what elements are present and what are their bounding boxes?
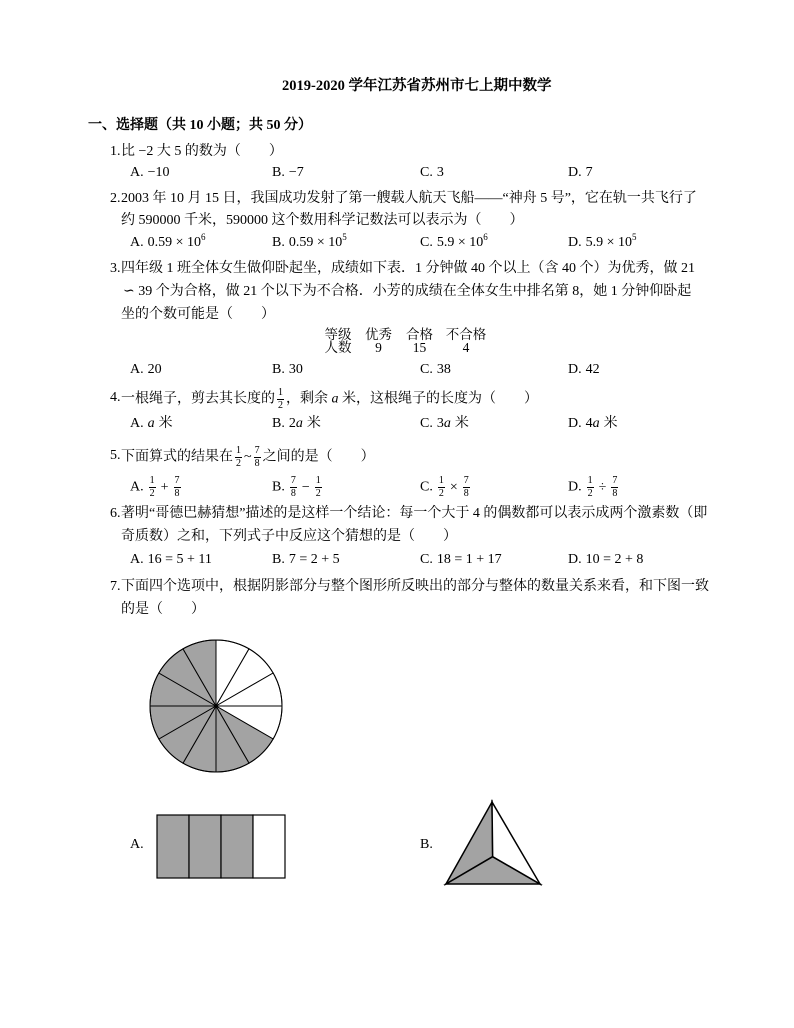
- option-label: D.: [568, 235, 582, 250]
- option-label: A.: [130, 416, 144, 431]
- option-a: [130, 550, 212, 570]
- option-label: C.: [420, 416, 433, 431]
- fraction-numerator: 1: [236, 445, 241, 456]
- grade-table: [318, 328, 492, 354]
- option-d: [568, 360, 600, 380]
- question-stem-line: 坐的个数可能是（ ）: [121, 307, 275, 322]
- option-d: [568, 233, 637, 253]
- option-coefficient: 4: [585, 416, 593, 431]
- question-stem-line: ∽ 39 个为合格，做 21 个以下为不合格．小芳的成绩在全体女生中排名第 8，她 1 分钟仰卧起: [123, 284, 692, 299]
- option-label: B.: [272, 165, 285, 180]
- fraction-numerator: 1: [278, 387, 283, 398]
- table-cell: 15: [412, 340, 427, 355]
- fraction-denominator: 2: [587, 488, 593, 499]
- option-b: [272, 360, 303, 380]
- fraction-denominator: 8: [174, 488, 180, 499]
- exponent: 5: [342, 232, 347, 242]
- fraction-denominator: 2: [278, 400, 283, 411]
- option-coefficient: 2: [288, 416, 296, 431]
- option-label: A.: [130, 235, 144, 250]
- fraction-denominator: 8: [612, 488, 618, 499]
- option-value: 16 = 5 + 11: [147, 552, 212, 567]
- option-b: [272, 476, 324, 499]
- figure-option-a-rectangle: [155, 813, 288, 881]
- option-label: A.: [130, 362, 144, 377]
- table-cell: 人数: [324, 340, 352, 355]
- question-stem: [121, 388, 538, 411]
- option-coefficient: 3: [436, 416, 444, 431]
- option-value: 5.9 × 10: [585, 235, 633, 250]
- option-label: B.: [272, 362, 285, 377]
- question-number: 4.: [110, 390, 121, 405]
- option-label: C.: [420, 362, 433, 377]
- table-cell: 9: [375, 340, 382, 355]
- figure-option-b-label: B.: [420, 837, 433, 852]
- table-cell: 4: [462, 340, 470, 355]
- option-value: −7: [288, 165, 304, 180]
- exponent: 6: [201, 232, 206, 242]
- option-value: 7 = 2 + 5: [288, 552, 340, 567]
- stem-text: 下面算式的结果在: [121, 449, 233, 465]
- table-header-cell: 合格: [406, 327, 433, 342]
- fraction-numerator: 7: [463, 475, 469, 486]
- fraction-denominator: 2: [315, 488, 321, 499]
- option-b: [272, 163, 304, 183]
- option-b: [272, 550, 340, 570]
- option-label: B.: [272, 479, 285, 495]
- option-unit: 米: [158, 416, 173, 431]
- option-a: [130, 233, 206, 253]
- variable: a: [443, 416, 451, 431]
- fraction: [315, 476, 322, 499]
- fraction-numerator: 1: [438, 475, 444, 486]
- option-d: [568, 476, 620, 499]
- fraction-numerator: 1: [315, 475, 321, 486]
- option-value: 42: [585, 362, 600, 377]
- option-value: 20: [147, 362, 162, 377]
- question-stem-line: 约 590000 千米，590000 这个数用科学记数法可以表示为（ ）: [121, 213, 524, 228]
- option-label: D.: [568, 362, 582, 377]
- fraction-numerator: 1: [587, 475, 593, 486]
- question-number: 2.: [110, 191, 121, 206]
- question-number: 6.: [110, 506, 121, 521]
- fraction-denominator: 8: [463, 488, 469, 499]
- rectangle-part-shaded: [157, 815, 189, 878]
- option-unit: 米: [603, 416, 618, 431]
- option-label: C.: [420, 552, 433, 567]
- operator: ÷: [598, 479, 607, 495]
- fraction: [174, 476, 181, 499]
- fraction: [463, 476, 470, 499]
- option-a: [130, 476, 183, 499]
- option-unit: 米: [454, 416, 469, 431]
- option-d: [568, 414, 618, 434]
- question-number: 7.: [110, 579, 121, 594]
- variable: a: [592, 416, 600, 431]
- fraction-denominator: 8: [254, 458, 260, 469]
- fraction-numerator: 7: [290, 475, 296, 486]
- option-d: [568, 550, 643, 570]
- option-a: [130, 360, 162, 380]
- option-label: D.: [568, 479, 582, 495]
- fraction: [587, 476, 594, 499]
- table-header-cell: 优秀: [365, 327, 392, 342]
- option-label: A.: [130, 165, 144, 180]
- option-value: 10 = 2 + 8: [585, 552, 644, 567]
- option-b: [272, 233, 347, 253]
- option-label: B.: [272, 235, 285, 250]
- option-d: [568, 163, 593, 183]
- table-header-cell: 不合格: [445, 327, 487, 342]
- question-number: 1.: [110, 144, 121, 159]
- option-label: D.: [568, 552, 582, 567]
- question-number: 5.: [110, 448, 121, 463]
- question-stem-line: 四年级 1 班全体女生做仰卧起坐，成绩如下表．1 分钟做 40 个以上（含 40 个）为优秀，做 21: [121, 261, 695, 276]
- question-stem: 比 −2 大 5 的数为（ ）: [121, 144, 283, 159]
- fraction-denominator: 2: [236, 458, 241, 469]
- operator: +: [160, 479, 169, 495]
- fraction-numerator: 7: [612, 475, 618, 486]
- option-a: [130, 163, 170, 183]
- stem-text: 米，这根绳子的长度为（ ）: [338, 391, 538, 407]
- option-label: D.: [568, 416, 582, 431]
- question-stem-line: 下面四个选项中，根据阴影部分与整个图形所反映出的部分与整体的数量关系来看，和下图一致: [121, 579, 709, 594]
- fraction: [254, 446, 261, 469]
- operator: −: [301, 479, 310, 495]
- question-stem-line: 奇质数）之和，下列式子中反应这个猜想的是（ ）: [121, 529, 457, 544]
- range-separator: ~: [244, 449, 252, 465]
- fraction: [290, 476, 297, 499]
- option-label: B.: [272, 552, 285, 567]
- rectangle-part-shaded: [221, 815, 253, 878]
- operator: ×: [449, 479, 458, 495]
- option-value: 30: [288, 362, 303, 377]
- option-c: [420, 360, 451, 380]
- option-value: 18 = 1 + 17: [436, 552, 502, 567]
- stem-text: 之间的是（ ）: [262, 449, 375, 465]
- figure-option-b-triangle: [440, 796, 546, 890]
- fraction-numerator: 7: [174, 475, 180, 486]
- option-c: [420, 233, 488, 253]
- option-c: [420, 476, 472, 499]
- question-number: 3.: [110, 261, 121, 276]
- option-value: 7: [585, 165, 593, 180]
- fraction-numerator: 1: [149, 475, 155, 486]
- option-c: [420, 163, 444, 183]
- fraction-numerator: 7: [254, 445, 260, 456]
- question-stem-line: 的是（ ）: [121, 602, 205, 617]
- option-value: 0.59 × 10: [288, 235, 343, 250]
- variable: a: [295, 416, 303, 431]
- question-stem: [121, 446, 375, 469]
- option-c: [420, 550, 502, 570]
- option-value: 38: [436, 362, 451, 377]
- option-a: [130, 414, 173, 434]
- option-value: 3: [436, 165, 444, 180]
- option-label: B.: [272, 416, 285, 431]
- question-stem-line: 2003 年 10 月 15 日，我国成功发射了第一艘载人航天飞船——“神舟 5 号”，它在轨一共飞行了: [121, 191, 697, 206]
- option-unit: 米: [306, 416, 321, 431]
- table-row: [318, 341, 492, 354]
- figure-shaded-circle: [140, 630, 292, 782]
- variable: a: [331, 391, 339, 407]
- option-label: D.: [568, 165, 582, 180]
- page-title: 2019-2020 学年江苏省苏州市七上期中数学: [282, 78, 552, 94]
- rectangle-part-blank: [253, 815, 285, 878]
- option-label: A.: [130, 479, 144, 495]
- option-c: [420, 414, 469, 434]
- exponent: 5: [632, 232, 637, 242]
- fraction-denominator: 8: [290, 488, 296, 499]
- option-value: 5.9 × 10: [436, 235, 484, 250]
- stem-text: 一根绳子，剪去其长度的: [121, 391, 275, 407]
- fraction: [438, 476, 445, 499]
- option-label: A.: [130, 552, 144, 567]
- stem-text: ，剩余: [286, 391, 332, 407]
- question-stem-line: 著明“哥德巴赫猜想”描述的是这样一个结论：每一个大于 4 的偶数都可以表示成两个激素数（即: [121, 506, 708, 521]
- fraction: [149, 476, 156, 499]
- rectangle-part-shaded: [189, 815, 221, 878]
- variable: a: [147, 416, 155, 431]
- fraction: [235, 446, 242, 469]
- option-label: C.: [420, 479, 433, 495]
- option-b: [272, 414, 321, 434]
- fraction-denominator: 2: [438, 488, 444, 499]
- fraction-denominator: 2: [149, 488, 155, 499]
- fraction: [277, 388, 284, 411]
- exponent: 6: [483, 232, 488, 242]
- table-header-cell: 等级: [324, 327, 352, 342]
- option-value: 0.59 × 10: [147, 235, 202, 250]
- fraction: [611, 476, 618, 499]
- figure-option-a-label: A.: [130, 837, 144, 852]
- option-value: −10: [147, 165, 170, 180]
- section-heading: 一、选择题（共 10 小题；共 50 分）: [88, 118, 312, 133]
- option-label: C.: [420, 165, 433, 180]
- option-label: C.: [420, 235, 433, 250]
